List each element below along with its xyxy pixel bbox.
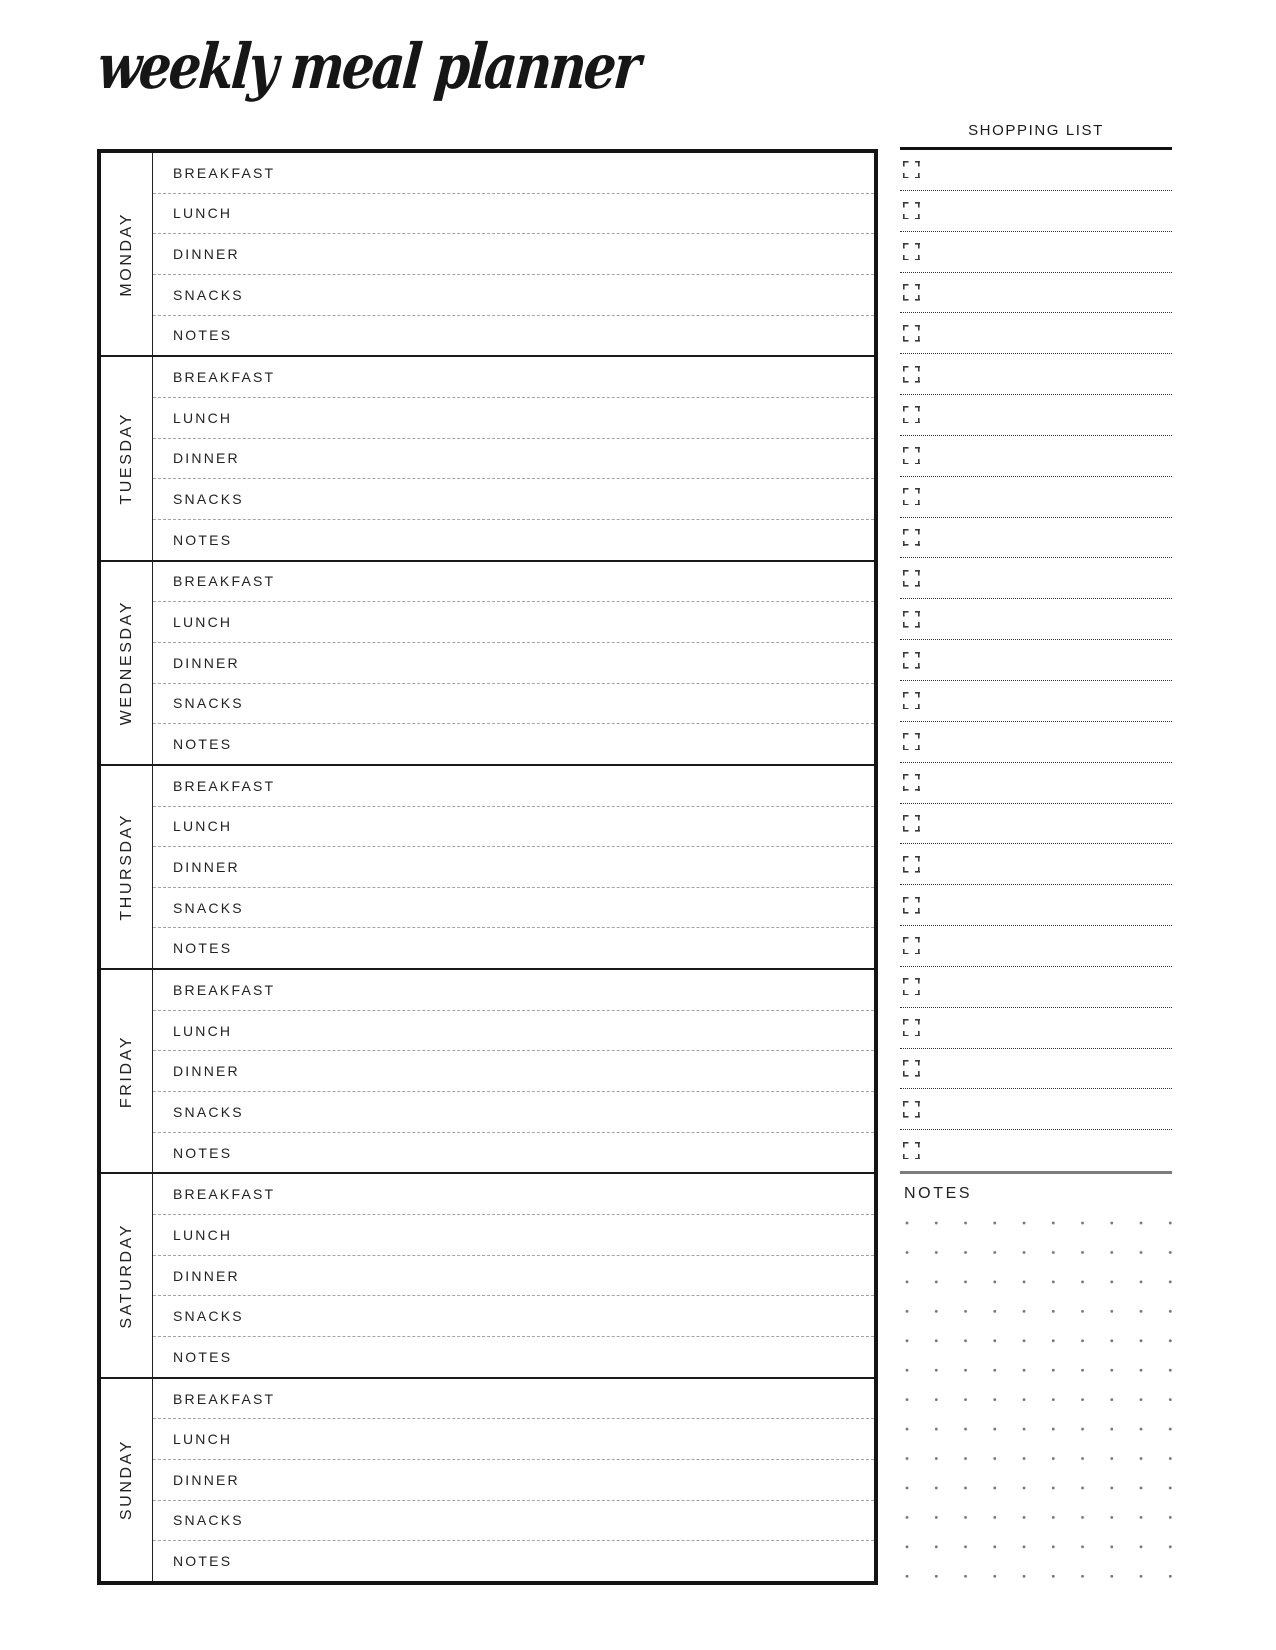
day-label-column [101,1379,153,1581]
meal-row-snacks [153,1092,874,1133]
meal-row-label: BREAKFAST [173,777,276,794]
checkbox-icon[interactable] [903,897,920,914]
meal-row-dinner [153,234,874,275]
meal-row-snacks [153,1296,874,1337]
meal-planner-table [97,149,878,1585]
shopping-list-item [900,395,1172,436]
shopping-list-item [900,763,1172,804]
meal-row-lunch [153,194,874,235]
day-label-column [101,562,153,764]
meal-row-label: NOTES [173,1553,233,1570]
day-label: MONDAY [117,211,135,297]
meal-row-breakfast [153,357,874,398]
meal-row-snacks [153,684,874,725]
meal-row-label: LUNCH [173,614,233,631]
shopping-list-item [900,191,1172,232]
meal-row-dinner [153,847,874,888]
shopping-list-item [900,313,1172,354]
notes-title: NOTES [904,1185,973,1203]
meal-row-notes [153,316,874,356]
checkbox-icon[interactable] [903,406,920,423]
shopping-list-item [900,599,1172,640]
shopping-list-item [900,804,1172,845]
checkbox-icon[interactable] [903,570,920,587]
page-title: weekly meal planner [94,30,642,103]
checkbox-icon[interactable] [903,774,920,791]
meal-row-breakfast [153,1379,874,1420]
shopping-list-item [900,354,1172,395]
meal-row-label: SNACKS [173,1308,244,1325]
shopping-list-item [900,1008,1172,1049]
meal-row-label: LUNCH [173,1226,233,1243]
checkbox-icon[interactable] [903,611,920,628]
meal-row-label: DINNER [173,1267,240,1284]
meal-row-label: SNACKS [173,899,244,916]
checkbox-icon[interactable] [903,733,920,750]
shopping-list-item [900,885,1172,926]
day-section-saturday [101,1174,874,1378]
meal-row-lunch [153,398,874,439]
meal-row-lunch [153,602,874,643]
meal-row-notes [153,1541,874,1581]
shopping-list-section [900,118,1172,1582]
meal-row-lunch [153,1011,874,1052]
day-label: FRIDAY [117,1034,135,1108]
day-label: WEDNESDAY [117,600,135,726]
shopping-list-item [900,681,1172,722]
meal-row-label: BREAKFAST [173,164,276,181]
meal-row-snacks [153,479,874,520]
meal-row-notes [153,1337,874,1377]
shopping-list-item [900,967,1172,1008]
day-section-monday [101,153,874,357]
meal-row-dinner [153,643,874,684]
meal-row-breakfast [153,766,874,807]
meal-row-notes [153,928,874,968]
meal-row-breakfast [153,970,874,1011]
day-label-column [101,357,153,559]
checkbox-icon[interactable] [903,978,920,995]
shopping-list-item [900,1130,1172,1171]
meal-row-label: DINNER [173,1063,240,1080]
shopping-list-item [900,273,1172,314]
meal-row-snacks [153,275,874,316]
shopping-list-item [900,844,1172,885]
meal-row-dinner [153,1256,874,1297]
checkbox-icon[interactable] [903,652,920,669]
meal-row-label: DINNER [173,1471,240,1488]
shopping-list-item [900,558,1172,599]
day-label: SATURDAY [117,1222,135,1329]
day-section-tuesday [101,357,874,561]
meal-row-label: LUNCH [173,1431,233,1448]
meal-row-label: LUNCH [173,205,233,222]
meal-row-breakfast [153,153,874,194]
shopping-list-item [900,1049,1172,1090]
meal-row-label: SNACKS [173,1103,244,1120]
meal-row-label: NOTES [173,736,233,753]
day-section-thursday [101,766,874,970]
meal-row-dinner [153,1460,874,1501]
shopping-list-title: SHOPPING LIST [900,118,1172,150]
meal-rows [153,766,874,968]
shopping-list-item [900,232,1172,273]
day-label: THURSDAY [117,813,135,921]
meal-row-label: LUNCH [173,818,233,835]
checkbox-icon[interactable] [903,325,920,342]
meal-row-label: SNACKS [173,1512,244,1529]
checkbox-icon[interactable] [903,1142,920,1159]
meal-row-label: NOTES [173,327,233,344]
meal-rows [153,153,874,355]
meal-row-label: NOTES [173,1348,233,1365]
meal-row-label: SNACKS [173,286,244,303]
meal-row-label: BREAKFAST [173,981,276,998]
shopping-list-item [900,518,1172,559]
checkbox-icon[interactable] [903,1019,920,1036]
meal-row-label: NOTES [173,1144,233,1161]
notes-dot-grid [900,1210,1172,1582]
meal-row-label: SNACKS [173,695,244,712]
meal-row-snacks [153,888,874,929]
meal-row-dinner [153,439,874,480]
meal-row-label: DINNER [173,246,240,263]
meal-rows [153,1174,874,1376]
shopping-list-item [900,926,1172,967]
meal-row-label: SNACKS [173,491,244,508]
notes-section [900,1171,1172,1582]
day-section-sunday [101,1379,874,1581]
shopping-list-item [900,477,1172,518]
meal-row-label: LUNCH [173,409,233,426]
checkbox-icon[interactable] [903,1101,920,1118]
checkbox-icon[interactable] [903,284,920,301]
checkbox-icon[interactable] [903,161,920,178]
meal-rows [153,562,874,764]
shopping-list-items [900,150,1172,1171]
meal-row-label: BREAKFAST [173,1186,276,1203]
meal-row-label: NOTES [173,940,233,957]
meal-row-breakfast [153,1174,874,1215]
shopping-list-item [900,1089,1172,1130]
meal-row-notes [153,520,874,560]
checkbox-icon[interactable] [903,243,920,260]
meal-row-label: DINNER [173,858,240,875]
checkbox-icon[interactable] [903,366,920,383]
meal-row-snacks [153,1501,874,1542]
shopping-list-item [900,722,1172,763]
day-label-column [101,970,153,1172]
meal-rows [153,357,874,559]
meal-row-label: NOTES [173,531,233,548]
checkbox-icon[interactable] [903,1060,920,1077]
meal-row-label: BREAKFAST [173,1390,276,1407]
meal-row-lunch [153,807,874,848]
checkbox-icon[interactable] [903,447,920,464]
checkbox-icon[interactable] [903,692,920,709]
day-section-friday [101,970,874,1174]
day-label-column [101,153,153,355]
day-label-column [101,1174,153,1376]
checkbox-icon[interactable] [903,937,920,954]
meal-row-lunch [153,1419,874,1460]
shopping-list-item [900,150,1172,191]
checkbox-icon[interactable] [903,529,920,546]
checkbox-icon[interactable] [903,488,920,505]
meal-row-label: DINNER [173,450,240,467]
meal-row-lunch [153,1215,874,1256]
shopping-list-item [900,640,1172,681]
meal-row-dinner [153,1051,874,1092]
meal-row-label: BREAKFAST [173,573,276,590]
day-label: TUESDAY [117,412,135,505]
shopping-list-item [900,436,1172,477]
meal-row-notes [153,724,874,764]
day-label: SUNDAY [117,1439,135,1521]
meal-row-breakfast [153,562,874,603]
checkbox-icon[interactable] [903,815,920,832]
meal-rows [153,970,874,1172]
day-section-wednesday [101,562,874,766]
checkbox-icon[interactable] [903,202,920,219]
meal-row-label: DINNER [173,654,240,671]
meal-row-notes [153,1133,874,1173]
meal-row-label: BREAKFAST [173,369,276,386]
meal-row-label: LUNCH [173,1022,233,1039]
checkbox-icon[interactable] [903,856,920,873]
day-label-column [101,766,153,968]
meal-rows [153,1379,874,1581]
